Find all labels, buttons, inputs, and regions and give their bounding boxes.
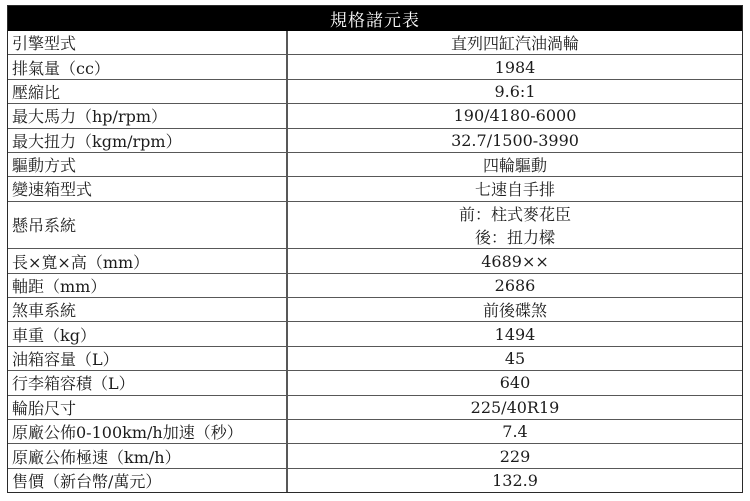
- spec-value: 7.4: [502, 422, 528, 442]
- spec-value: 前後碟煞: [482, 301, 547, 321]
- spec-label: 驅動方式: [8, 153, 288, 176]
- table-row: [8, 176, 742, 200]
- table-row: [8, 419, 742, 443]
- spec-value: 225/40R19: [470, 397, 560, 417]
- table-row: [8, 321, 742, 345]
- spec-value: 9.6:1: [494, 81, 536, 101]
- spec-label: 最大馬力（hp/rpm）: [8, 104, 288, 127]
- spec-label: 引擎型式: [8, 31, 288, 54]
- table-row: [8, 201, 742, 249]
- spec-label: 油箱容量（L）: [8, 347, 288, 370]
- table-row: [8, 248, 742, 272]
- table-row: [8, 346, 742, 370]
- table-row: [8, 395, 742, 419]
- table-row: [8, 128, 742, 152]
- table-row: [8, 273, 742, 297]
- spec-value: 4689××: [481, 251, 549, 271]
- spec-label: 懸吊系統: [8, 202, 288, 249]
- spec-label: 長×寬×高（mm）: [8, 249, 288, 272]
- spec-label: 排氣量（cc）: [8, 55, 288, 78]
- spec-label: 變速箱型式: [8, 177, 288, 200]
- spec-value: 640: [499, 373, 531, 393]
- spec-value: 2686: [494, 275, 536, 295]
- spec-value-line: 前：柱式麥花臣: [458, 204, 571, 224]
- spec-value: 1494: [494, 324, 536, 344]
- spec-value: 四輪驅動: [482, 156, 547, 176]
- spec-value: 七速自手排: [474, 180, 555, 200]
- table-row: [8, 443, 742, 467]
- table-row: [8, 31, 742, 54]
- spec-value-line: 後：扭力樑: [474, 227, 555, 247]
- table-row: [8, 152, 742, 176]
- spec-label: 原廠公佈0-100km/h加速（秒）: [8, 420, 288, 443]
- table-row: [8, 370, 742, 394]
- spec-value: [288, 202, 742, 249]
- spec-value: 32.7/1500-3990: [451, 130, 579, 150]
- spec-label: 售價（新台幣/萬元）: [8, 469, 288, 492]
- table-row: [8, 468, 742, 492]
- spec-value: 直列四缸汽油渦輪: [450, 34, 579, 54]
- spec-label: 壓縮比: [8, 80, 288, 103]
- spec-label: 輪胎尺寸: [8, 396, 288, 419]
- table-title: 規格諸元表: [8, 6, 742, 31]
- spec-value: 1984: [494, 57, 536, 77]
- spec-label: 車重（kg）: [8, 322, 288, 345]
- spec-value: 229: [499, 446, 531, 466]
- spec-label: 煞車系統: [8, 298, 288, 321]
- table-row: [8, 79, 742, 103]
- spec-value: 132.9: [492, 470, 538, 490]
- table-row: [8, 54, 742, 78]
- table-row: [8, 103, 742, 127]
- spec-value: 190/4180-6000: [453, 106, 577, 126]
- spec-label: 最大扭力（kgm/rpm）: [8, 129, 288, 152]
- spec-label: 行李箱容積（L）: [8, 371, 288, 394]
- spec-value: 45: [504, 349, 526, 369]
- spec-table: [7, 5, 743, 493]
- table-row: [8, 297, 742, 321]
- spec-table-body: [8, 31, 742, 492]
- spec-label: 原廠公佈極速（km/h）: [8, 444, 288, 467]
- spec-label: 軸距（mm）: [8, 274, 288, 297]
